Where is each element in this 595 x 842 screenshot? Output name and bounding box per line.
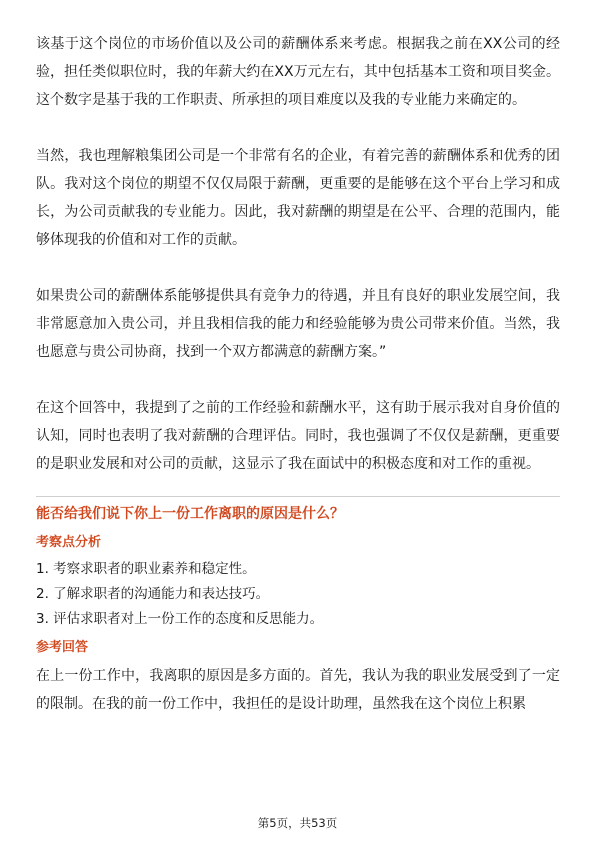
body-paragraph: 在这个回答中，我提到了之前的工作经验和薪酬水平，这有助于展示我对自身价值的认知，同时也表明了我对薪酬的合理评估。同时，我也强调了不仅仅是薪酬，更重要的是职业发展和对公司的贡献，这显示了我在面试中的积极态度和对工作的重视。 (36, 400, 560, 472)
list-item: 3. 评估求职者对上一份工作的态度和反思能力。 (36, 611, 324, 627)
paragraph-gap (36, 366, 560, 394)
question-title: 能否给我们说下你上一份工作离职的原因是什么？ (36, 506, 344, 522)
body-paragraph: 如果贵公司的薪酬体系能够提供具有竞争力的待遇，并且有良好的职业发展空间，我非常愿意加入贵公司，并且我相信我的能力和经验能够为贵公司带来价值。当然，我也愿意与贵公司协商，找到一个双方都满意的薪酬方案。” (36, 288, 560, 360)
answer-paragraph: 在上一份工作中，我离职的原因是多方面的。首先，我认为我的职业发展受到了一定的限制。在我的前一份工作中，我担任的是设计助理，虽然我在这个岗位上积累 (36, 668, 560, 712)
answer-heading: 参考回答 (36, 640, 89, 655)
section-divider (36, 496, 560, 497)
list-item: 1. 考察求职者的职业素养和稳定性。 (36, 561, 256, 577)
page-number: 第5页，共53页 (257, 816, 338, 830)
page-content (36, 30, 560, 718)
body-paragraph: 当然，我也理解粮集团公司是一个非常有名的企业，有着完善的薪酬体系和优秀的团队。我对这个岗位的期望不仅仅局限于薪酬，更重要的是能够在这个平台上学习和成长，为公司贡献我的专业能力。因此，我对薪酬的期望是在公平、合理的范围内，能够体现我的价值和对工作的贡献。 (36, 148, 560, 248)
body-paragraph: 该基于这个岗位的市场价值以及公司的薪酬体系来考虑。根据我之前在XX公司的经验，担任类似职位时，我的年薪大约在XX万元左右，其中包括基本工资和项目奖金。这个数字是基于我的工作职责、所承担的项目难度以及我的专业能力来确定的。 (36, 36, 560, 108)
list-item: 2. 了解求职者的沟通能力和表达技巧。 (36, 586, 270, 602)
analysis-heading: 考察点分析 (36, 535, 102, 550)
paragraph-gap (36, 254, 560, 282)
paragraph-gap (36, 114, 560, 142)
analysis-list (36, 557, 560, 632)
